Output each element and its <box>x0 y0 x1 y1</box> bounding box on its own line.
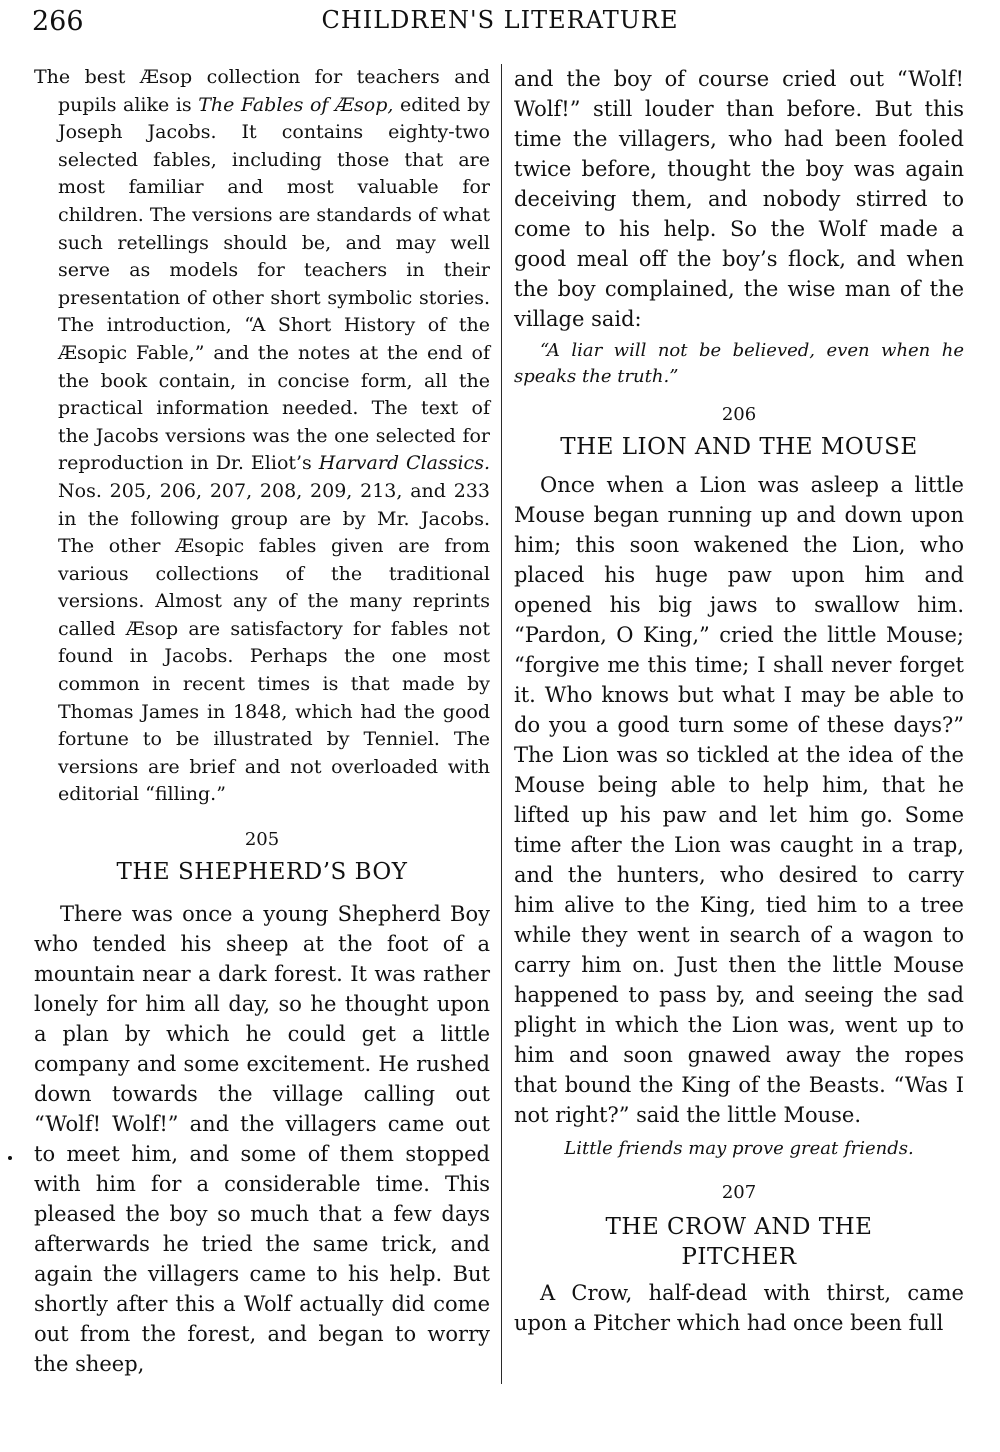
fable-206-number: 206 <box>721 404 757 425</box>
fable-206-title: THE LION AND THE MOUSE <box>560 434 918 460</box>
fable-206-moral: Little friends may prove great friends. <box>564 1138 914 1159</box>
fable-205-title: THE SHEPHERD’S BOY <box>116 859 408 886</box>
fable-205-text-left: There was once a young Shepherd Boy who tended his sheep at the foot of a mountain near a dark forest. It was rather lonely for him all day, so he thought upon a plan by which he could get a little company and some excitement. He rushed down towards the village calling out “Wolf! Wolf!” and the villagers came out to meet him, and some of them stopped with him for a considerable time. This pleased the boy so much that a few days afterwards he tried the same trick, and again the villagers came to his help. But shortly after this a Wolf actually did come out from the forest, and began to worry the sheep, <box>34 902 490 1377</box>
column-divider <box>501 64 502 1384</box>
intro-text-1: The best Æsop collection for teachers and pupils alike is <box>34 66 490 116</box>
fable-207-title: THE CROW AND THE <box>605 1214 873 1240</box>
intro-text-2: edited by Joseph Jacobs. It contains eighty-two selected fables, including those that are most familiar and most valuable for children. The versions are standards of what such retellings should be, and may well serve as models for teachers in their presentation of other short symbolic stories. The introduction, “A Short History of the Æsopic Fable,” and the notes at the end of the book contain, in concise form, all the practical information needed. The text of the Jacobs versions was the one selected for reproduction in Dr. Eliot’s <box>58 93 490 475</box>
fable-207-text: A Crow, half-dead with thirst, came upon a Pitcher which had once been full <box>514 1281 964 1335</box>
fable-207-title-line-2: PITCHER <box>681 1244 797 1270</box>
fable-205-moral: “A liar will not be believed, even when he speaks the truth.” <box>514 340 964 387</box>
fable-206-text: Once when a Lion was asleep a little Mouse began running up and down upon him; this soon wakened the Lion, who placed his huge paw upon him and opened his big jaws to swallow him. “Pardon, O King,” cried the little Mouse; “forgive me this time; I shall never forget it. Who knows but what I may be able to do you a good turn some of these days?” The Lion was so tickled at the idea of the Mouse being able to help him, that he lifted up his paw and let him go. Some time after the Lion was caught in a trap, and the hunters, who desired to carry him alive to the King, tied him to a tree while they went in search of a wagon to carry him on. Just then the little Mouse happened to pass by, and seeing the sad plight in which the Lion was, went up to him and soon gnawed away the ropes that bound the King of the Beasts. “Was I not right?” said the little Mouse. <box>514 473 964 1127</box>
left-column <box>34 64 490 1379</box>
right-column <box>514 64 964 1338</box>
page-number: 266 <box>32 6 84 37</box>
running-head: CHILDREN'S LITERATURE <box>321 6 679 34</box>
book-title: The Fables of Æsop, <box>198 93 394 116</box>
intro-text-3: Nos. 205, 206, 207, 208, 209, 213, and 233 in the following group are by Mr. Jacobs. The other Æsopic fables given are from various collections of the traditional versions. Almost any of the many reprints called Æsop are satisfactory for fables not found in Jacobs. Perhaps the one most common in recent times is that made by Thomas James in 1848, which had the good fortune to be illustrated by Tenniel. The versions are brief and not overloaded with editorial “filling.” <box>58 479 490 806</box>
fable-207-number: 207 <box>721 1182 757 1203</box>
fable-205-number: 205 <box>244 829 280 851</box>
fable-205-text-right: and the boy of course cried out “Wolf! Wolf!” still louder than before. But this time the villagers, who had been fooled twice before, thought the boy was again deceiving them, and nobody stirred to come to his help. So the Wolf made a good meal off the boy’s flock, and when the boy complained, the wise man of the village said: <box>514 67 964 331</box>
series-title: Harvard Classics. <box>318 452 490 475</box>
intro-paragraph <box>34 64 490 809</box>
margin-speck <box>8 1156 12 1160</box>
